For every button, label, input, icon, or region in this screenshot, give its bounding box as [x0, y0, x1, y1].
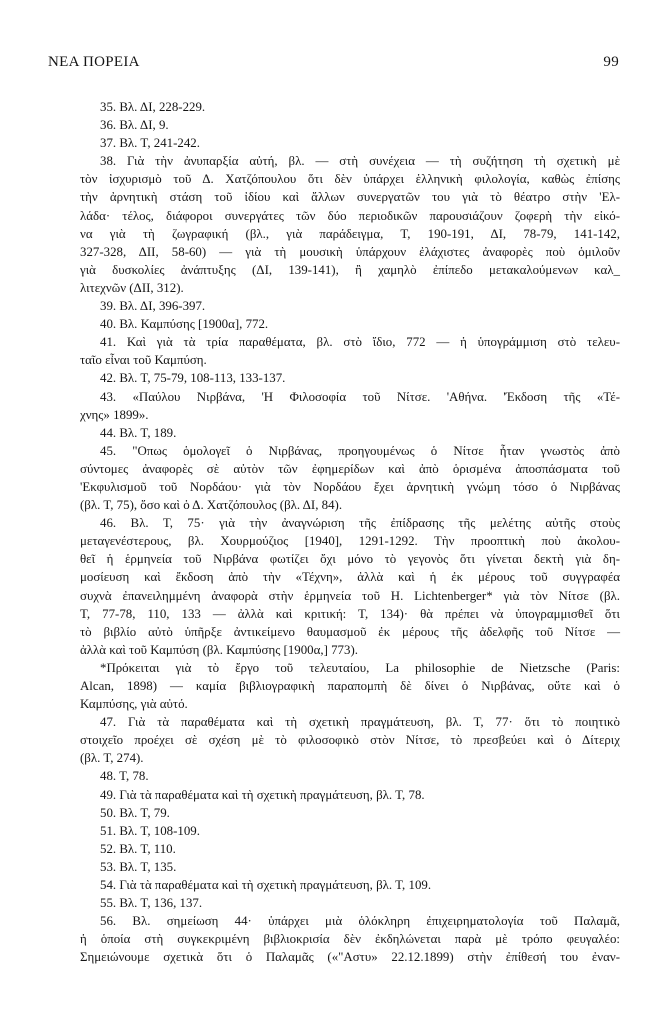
running-head — [48, 54, 619, 71]
text-line: 39. Βλ. ΔΙ, 396-397. — [100, 299, 206, 314]
text-line: τὴν ἀρνητικὴ στάση τοῦ ἰδίου καὶ ἄλλων συνεργατῶν του γιὰ τὸ θέατρο στὴν 'Ελ- — [80, 190, 620, 205]
text-line: 55. Βλ. Τ, 136, 137. — [100, 896, 203, 911]
text-line: 35. Βλ. ΔΙ, 228-229. — [100, 100, 206, 114]
text-line: ταῖο εἶναι τοῦ Καμπύση. — [80, 353, 207, 368]
text-line: να γιὰ τὴ ζωγραφική (βλ., γιὰ παράδειγμα, Τ, 190-191, ΔΙ, 78-79, 141-142, — [80, 226, 620, 241]
text-line: 54. Γιὰ τὰ παραθέματα καὶ τὴ σχετικὴ πραγμάτευση, βλ. Τ, 109. — [100, 878, 432, 893]
text-line: Alcan, 1898) — καμία βιβλιογραφικὴ παραπομπὴ δὲ δίνει ὁ Νιρβάνας, οὔτε καὶ ὁ — [80, 679, 620, 693]
text-line: 51. Βλ. Τ, 108-109. — [100, 823, 200, 838]
text-line: χνης» 1899». — [80, 407, 149, 422]
text-line: 48. Τ, 78. — [100, 769, 149, 784]
text-line: 46. Βλ. Τ, 75· γιὰ τὴν ἀναγνώριση τῆς ἐπίδρασης τῆς μελέτης αὐτῆς στοὺς — [100, 516, 620, 531]
text-line: ἀλλὰ καὶ τοῦ Καμπύση (βλ. Καμπύσης [1900α,] 773). — [80, 642, 358, 657]
text-line: τὸ βιβλίο αὐτὸ ὑπῆρξε ἀντικείμενο θαυμασμοῦ ἐκ μέρους τῆς ἀδελφῆς τοῦ Νίτσε — — [80, 624, 620, 639]
text-line: 'Εκφυλισμοῦ τοῦ Νορδάου· γιὰ τὸν Νορδάου ἔχει ἀρνητικὴ γνώμη τόσο ὁ Νιρβάνας — [80, 479, 620, 494]
text-line: 53. Βλ. Τ, 135. — [100, 859, 177, 874]
text-line: στοιχεῖο προέχει σὲ σχέση μὲ τὸ φιλοσοφικὸ στὸν Νίτσε, τὸ πρεσβεύει καὶ ὁ Δίτεριχ — [80, 733, 620, 748]
text-line: (βλ. Τ, 274). — [80, 751, 144, 766]
text-line: σύντομες ἀναφορὲς σὲ αὐτὸν τῶν ἐφημερίδων καὶ ἀπὸ ὁρισμένα ἀποσπάσματα τοῦ — [80, 461, 620, 476]
text-line: 49. Γιὰ τὰ παραθέματα καὶ τὴ σχετικὴ πραγμάτευση, βλ. Τ, 78. — [100, 787, 425, 802]
text-line: 327-328, ΔΙΙ, 58-60) — γιὰ τὴ μουσικὴ ὑπάρχουν ἐλάχιστες ἀναφορὲς ποὺ ὁμιλοῦν — [80, 244, 620, 259]
text-line: Τ, 77-78, 110, 133 — ἀλλὰ καὶ κριτική: Τ, 134)· θὰ πρέπει νὰ ὑπογραμμισθεῖ ὅτι — [80, 606, 620, 621]
text-line: τὸν ἰσχυρισμὸ τοῦ Δ. Χατζόπουλου ὅτι δὲν ὑπάρχει ἑλληνικὴ φιλολογία, καθὼς ἐπίσης — [80, 172, 620, 187]
text-line: 43. «Παύλου Νιρβάνα, 'Η Φιλοσοφία τοῦ Νίτσε. 'Αθήνα. 'Έκδοση τῆς «Τέ- — [100, 389, 620, 404]
text-line: μοσίευση καὶ ἔκδοση ἀπὸ τὴν «Τέχνη», ἀλλὰ καὶ ἡ ἐκ μέρους τοῦ συγγραφέα — [80, 570, 620, 585]
text-line: 42. Βλ. Τ, 75-79, 108-113, 133-137. — [100, 371, 286, 386]
text-line: θεῖ ἡ ἑρμηνεία τοῦ Νιρβάνα φωτίζει ὄχι μόνο τὸ γεγονὸς ὅτι γίνεται δεκτὴ γιὰ δη- — [80, 552, 620, 567]
text-line: λάδα· τέλος, διάφοροι συνεργάτες τῶν δύο περιοδικῶν παρουσιάζουν ζοφερὴ τὴν εἰκό- — [80, 208, 620, 223]
text-line: μεταγενέστερους, βλ. Χουρμούζιος [1940], 1291-1292. Τὴν προοπτικὴ ποὺ ἀκολου- — [80, 534, 620, 549]
text-line: 38. Γιὰ τὴν ἀνυπαρξία αὐτή, βλ. — στὴ συνέχεια — τὴ συζήτηση τὴ σχετικὴ μὲ — [100, 154, 620, 169]
text-line: 37. Βλ. Τ, 241-242. — [100, 136, 200, 151]
text-line: 41. Καὶ γιὰ τὰ τρία παραθέματα, βλ. στὸ ἴδιο, 772 — ἡ ὑπογράμμιση στὸ τελευ- — [100, 335, 620, 350]
text-line: λιτεχνῶν (ΔΙΙ, 312). — [80, 280, 184, 295]
text-line: *Πρόκειται γιὰ τὸ ἔργο τοῦ τελευταίου, La philosophie de Nietzsche (Paris: — [100, 660, 620, 675]
text-line: 47. Γιὰ τὰ παραθέματα καὶ τὴ σχετικὴ πραγμάτευση, βλ. Τ, 77· ὅτι τὸ ποιητικὸ — [100, 715, 620, 730]
page-number: 99 — [603, 54, 619, 70]
text-line: 56. Βλ. σημείωση 44· ὑπάρχει μιὰ ὁλόκληρη ἐπιχειρηματολογία τοῦ Παλαμᾶ, — [100, 914, 620, 929]
text-line: 40. Βλ. Καμπύσης [1900α], 772. — [100, 317, 269, 332]
text-line: 45. "Οπως ὁμολογεῖ ὁ Νιρβάνας, προηγουμένως ὁ Νίτσε ἦταν γνωστὸς ἀπὸ — [100, 443, 620, 458]
footnotes-block — [80, 98, 620, 967]
text-line: 44. Βλ. Τ, 189. — [100, 425, 177, 440]
journal-title: ΝΕΑ ΠΟΡΕΙΑ — [48, 54, 140, 70]
text-line: γιὰ δυσκολίες ἀνάπτυξης (ΔΙ, 139-141), ἢ χαμηλὸ ἐπίπεδο μετακαλούμενων καλ_ — [80, 262, 620, 277]
text-line: 36. Βλ. ΔΙ, 9. — [100, 118, 169, 133]
text-line: 50. Βλ. Τ, 79. — [100, 805, 170, 820]
text-line: ἡ ὁποία στὴ συγκεκριμένη βιβλιοκρισία δὲν ἐκδηλώνεται παρὰ μὲ τρόπο φευγαλέο: — [80, 932, 620, 947]
text-line: Σημειώνουμε σχετικὰ ὅτι ὁ Παλαμᾶς («"Αστυ» 22.12.1899) στὴν ἐπίθεσή του ἐναν- — [80, 950, 620, 965]
text-line: (βλ. Τ, 75), ὅσο καὶ ὁ Δ. Χατζόπουλος (βλ. ΔΙ, 84). — [80, 498, 343, 513]
text-line: 52. Βλ. Τ, 110. — [100, 841, 176, 856]
text-line: Καμπύσης, γιὰ αὐτό. — [80, 697, 188, 712]
text-line: συχνὰ ἐπανειλημμένη ἀναφορὰ στὴν ἑρμηνεία τοῦ H. Lichtenberger* γιὰ τὸν Νίτσε (βλ. — [80, 588, 620, 603]
